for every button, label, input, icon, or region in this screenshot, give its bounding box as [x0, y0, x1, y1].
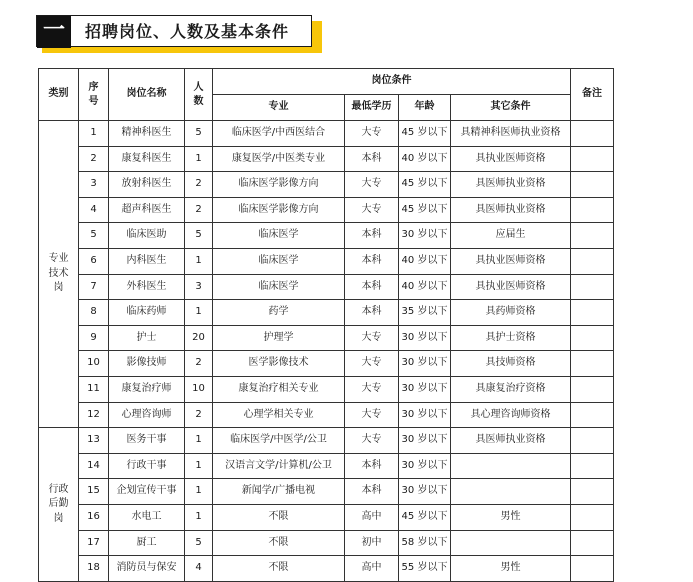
table-row	[39, 300, 614, 326]
position-cell: 护士	[109, 325, 185, 351]
age-cell: 55 岁以下	[399, 556, 451, 582]
other-cell: 具康复治疗资格	[451, 376, 571, 402]
seq-cell: 4	[79, 197, 109, 223]
header-age: 年龄	[399, 95, 451, 121]
count-cell: 5	[185, 121, 213, 147]
age-cell: 30 岁以下	[399, 223, 451, 249]
count-cell: 2	[185, 172, 213, 198]
count-cell: 2	[185, 197, 213, 223]
remark-cell	[571, 300, 614, 326]
major-cell: 临床医学	[213, 274, 345, 300]
age-cell: 45 岁以下	[399, 121, 451, 147]
count-cell: 2	[185, 351, 213, 377]
seq-cell: 16	[79, 504, 109, 530]
age-cell: 30 岁以下	[399, 325, 451, 351]
major-cell: 不限	[213, 556, 345, 582]
remark-cell	[571, 274, 614, 300]
seq-cell: 10	[79, 351, 109, 377]
seq-cell: 2	[79, 146, 109, 172]
count-cell: 10	[185, 376, 213, 402]
education-cell: 大专	[345, 402, 399, 428]
position-cell: 临床药师	[109, 300, 185, 326]
major-cell: 汉语言文学/计算机/公卫	[213, 453, 345, 479]
education-cell: 大专	[345, 197, 399, 223]
position-cell: 行政干事	[109, 453, 185, 479]
major-cell: 不限	[213, 530, 345, 556]
remark-cell	[571, 504, 614, 530]
age-cell: 40 岁以下	[399, 146, 451, 172]
table-row	[39, 146, 614, 172]
position-cell: 消防员与保安	[109, 556, 185, 582]
education-cell: 大专	[345, 172, 399, 198]
header-remark: 备注	[571, 69, 614, 121]
other-cell: 男性	[451, 504, 571, 530]
table-body	[39, 121, 614, 582]
section-header	[36, 15, 322, 53]
count-cell: 4	[185, 556, 213, 582]
remark-cell	[571, 121, 614, 147]
age-cell: 45 岁以下	[399, 172, 451, 198]
other-cell: 具护士资格	[451, 325, 571, 351]
age-cell: 40 岁以下	[399, 248, 451, 274]
table-row	[39, 351, 614, 377]
remark-cell	[571, 325, 614, 351]
section-number: 一	[37, 16, 71, 48]
position-cell: 临床医助	[109, 223, 185, 249]
table-row	[39, 504, 614, 530]
age-cell: 58 岁以下	[399, 530, 451, 556]
category-cell	[39, 121, 79, 428]
count-cell: 20	[185, 325, 213, 351]
remark-cell	[571, 453, 614, 479]
age-cell: 30 岁以下	[399, 453, 451, 479]
table-row	[39, 197, 614, 223]
count-cell: 1	[185, 428, 213, 454]
header-conditions: 岗位条件	[213, 69, 571, 95]
other-cell	[451, 453, 571, 479]
seq-cell: 12	[79, 402, 109, 428]
seq-cell: 17	[79, 530, 109, 556]
count-cell: 5	[185, 530, 213, 556]
remark-cell	[571, 248, 614, 274]
age-cell: 30 岁以下	[399, 402, 451, 428]
seq-cell: 9	[79, 325, 109, 351]
header-count: 人数	[185, 69, 213, 121]
other-cell: 具执业医师资格	[451, 248, 571, 274]
remark-cell	[571, 351, 614, 377]
table-row	[39, 172, 614, 198]
other-cell: 具药师资格	[451, 300, 571, 326]
education-cell: 本科	[345, 223, 399, 249]
other-cell: 应届生	[451, 223, 571, 249]
table-row	[39, 376, 614, 402]
major-cell: 康复医学/中医类专业	[213, 146, 345, 172]
major-cell: 护理学	[213, 325, 345, 351]
position-cell: 医务干事	[109, 428, 185, 454]
count-cell: 1	[185, 146, 213, 172]
table-row	[39, 556, 614, 582]
education-cell: 本科	[345, 300, 399, 326]
header-seq: 序号	[79, 69, 109, 121]
seq-cell: 11	[79, 376, 109, 402]
recruitment-table	[38, 68, 614, 582]
count-cell: 1	[185, 479, 213, 505]
position-cell: 企划宣传干事	[109, 479, 185, 505]
other-cell: 具医师执业资格	[451, 428, 571, 454]
major-cell: 临床医学/中西医结合	[213, 121, 345, 147]
count-cell: 1	[185, 248, 213, 274]
other-cell: 具技师资格	[451, 351, 571, 377]
table-row	[39, 453, 614, 479]
remark-cell	[571, 556, 614, 582]
other-cell: 具医师执业资格	[451, 172, 571, 198]
seq-cell: 3	[79, 172, 109, 198]
seq-cell: 7	[79, 274, 109, 300]
table-row	[39, 121, 614, 147]
remark-cell	[571, 172, 614, 198]
age-cell: 30 岁以下	[399, 376, 451, 402]
major-cell: 临床医学/中医学/公卫	[213, 428, 345, 454]
table-row	[39, 325, 614, 351]
major-cell: 心理学相关专业	[213, 402, 345, 428]
count-cell: 1	[185, 504, 213, 530]
age-cell: 45 岁以下	[399, 197, 451, 223]
count-cell: 1	[185, 453, 213, 479]
header-major: 专业	[213, 95, 345, 121]
remark-cell	[571, 376, 614, 402]
category-label: 专业技术岗	[48, 253, 69, 294]
major-cell: 药学	[213, 300, 345, 326]
position-cell: 放射科医生	[109, 172, 185, 198]
age-cell: 30 岁以下	[399, 351, 451, 377]
education-cell: 大专	[345, 376, 399, 402]
table-row	[39, 274, 614, 300]
seq-cell: 18	[79, 556, 109, 582]
count-cell: 2	[185, 402, 213, 428]
other-cell: 具执业医师资格	[451, 146, 571, 172]
education-cell: 本科	[345, 479, 399, 505]
other-cell: 具心理咨询师资格	[451, 402, 571, 428]
major-cell: 新闻学/广播电视	[213, 479, 345, 505]
seq-cell: 13	[79, 428, 109, 454]
category-cell	[39, 428, 79, 582]
seq-cell: 5	[79, 223, 109, 249]
table-row	[39, 248, 614, 274]
count-cell: 3	[185, 274, 213, 300]
age-cell: 40 岁以下	[399, 274, 451, 300]
category-label: 行政后勤岗	[48, 483, 69, 524]
major-cell: 医学影像技术	[213, 351, 345, 377]
education-cell: 本科	[345, 274, 399, 300]
header-other: 其它条件	[451, 95, 571, 121]
other-cell: 具医师执业资格	[451, 197, 571, 223]
other-cell: 男性	[451, 556, 571, 582]
age-cell: 35 岁以下	[399, 300, 451, 326]
table-header-row	[39, 69, 614, 95]
table-row	[39, 479, 614, 505]
education-cell: 高中	[345, 504, 399, 530]
header-category: 类别	[39, 69, 79, 121]
major-cell: 临床医学影像方向	[213, 197, 345, 223]
seq-cell: 15	[79, 479, 109, 505]
remark-cell	[571, 428, 614, 454]
count-cell: 5	[185, 223, 213, 249]
remark-cell	[571, 197, 614, 223]
other-cell: 具精神科医师执业资格	[451, 121, 571, 147]
remark-cell	[571, 530, 614, 556]
education-cell: 大专	[345, 121, 399, 147]
education-cell: 大专	[345, 351, 399, 377]
seq-cell: 14	[79, 453, 109, 479]
remark-cell	[571, 223, 614, 249]
position-cell: 康复科医生	[109, 146, 185, 172]
table-row	[39, 223, 614, 249]
education-cell: 本科	[345, 248, 399, 274]
education-cell: 本科	[345, 453, 399, 479]
major-cell: 不限	[213, 504, 345, 530]
education-cell: 高中	[345, 556, 399, 582]
seq-cell: 6	[79, 248, 109, 274]
position-cell: 内科医生	[109, 248, 185, 274]
major-cell: 康复治疗相关专业	[213, 376, 345, 402]
header-education: 最低学历	[345, 95, 399, 121]
other-cell: 具执业医师资格	[451, 274, 571, 300]
section-title: 招聘岗位、人数及基本条件	[85, 22, 290, 41]
table-row	[39, 428, 614, 454]
position-cell: 水电工	[109, 504, 185, 530]
position-cell: 心理咨询师	[109, 402, 185, 428]
header-position: 岗位名称	[109, 69, 185, 121]
header-frame	[36, 15, 312, 47]
other-cell	[451, 530, 571, 556]
major-cell: 临床医学	[213, 223, 345, 249]
position-cell: 厨工	[109, 530, 185, 556]
remark-cell	[571, 402, 614, 428]
education-cell: 本科	[345, 146, 399, 172]
position-cell: 外科医生	[109, 274, 185, 300]
position-cell: 精神科医生	[109, 121, 185, 147]
count-cell: 1	[185, 300, 213, 326]
position-cell: 影像技师	[109, 351, 185, 377]
education-cell: 大专	[345, 325, 399, 351]
remark-cell	[571, 479, 614, 505]
education-cell: 大专	[345, 428, 399, 454]
remark-cell	[571, 146, 614, 172]
major-cell: 临床医学影像方向	[213, 172, 345, 198]
age-cell: 30 岁以下	[399, 479, 451, 505]
age-cell: 45 岁以下	[399, 504, 451, 530]
other-cell	[451, 479, 571, 505]
seq-cell: 1	[79, 121, 109, 147]
table-row	[39, 402, 614, 428]
education-cell: 初中	[345, 530, 399, 556]
table-row	[39, 530, 614, 556]
major-cell: 临床医学	[213, 248, 345, 274]
position-cell: 康复治疗师	[109, 376, 185, 402]
age-cell: 30 岁以下	[399, 428, 451, 454]
position-cell: 超声科医生	[109, 197, 185, 223]
seq-cell: 8	[79, 300, 109, 326]
